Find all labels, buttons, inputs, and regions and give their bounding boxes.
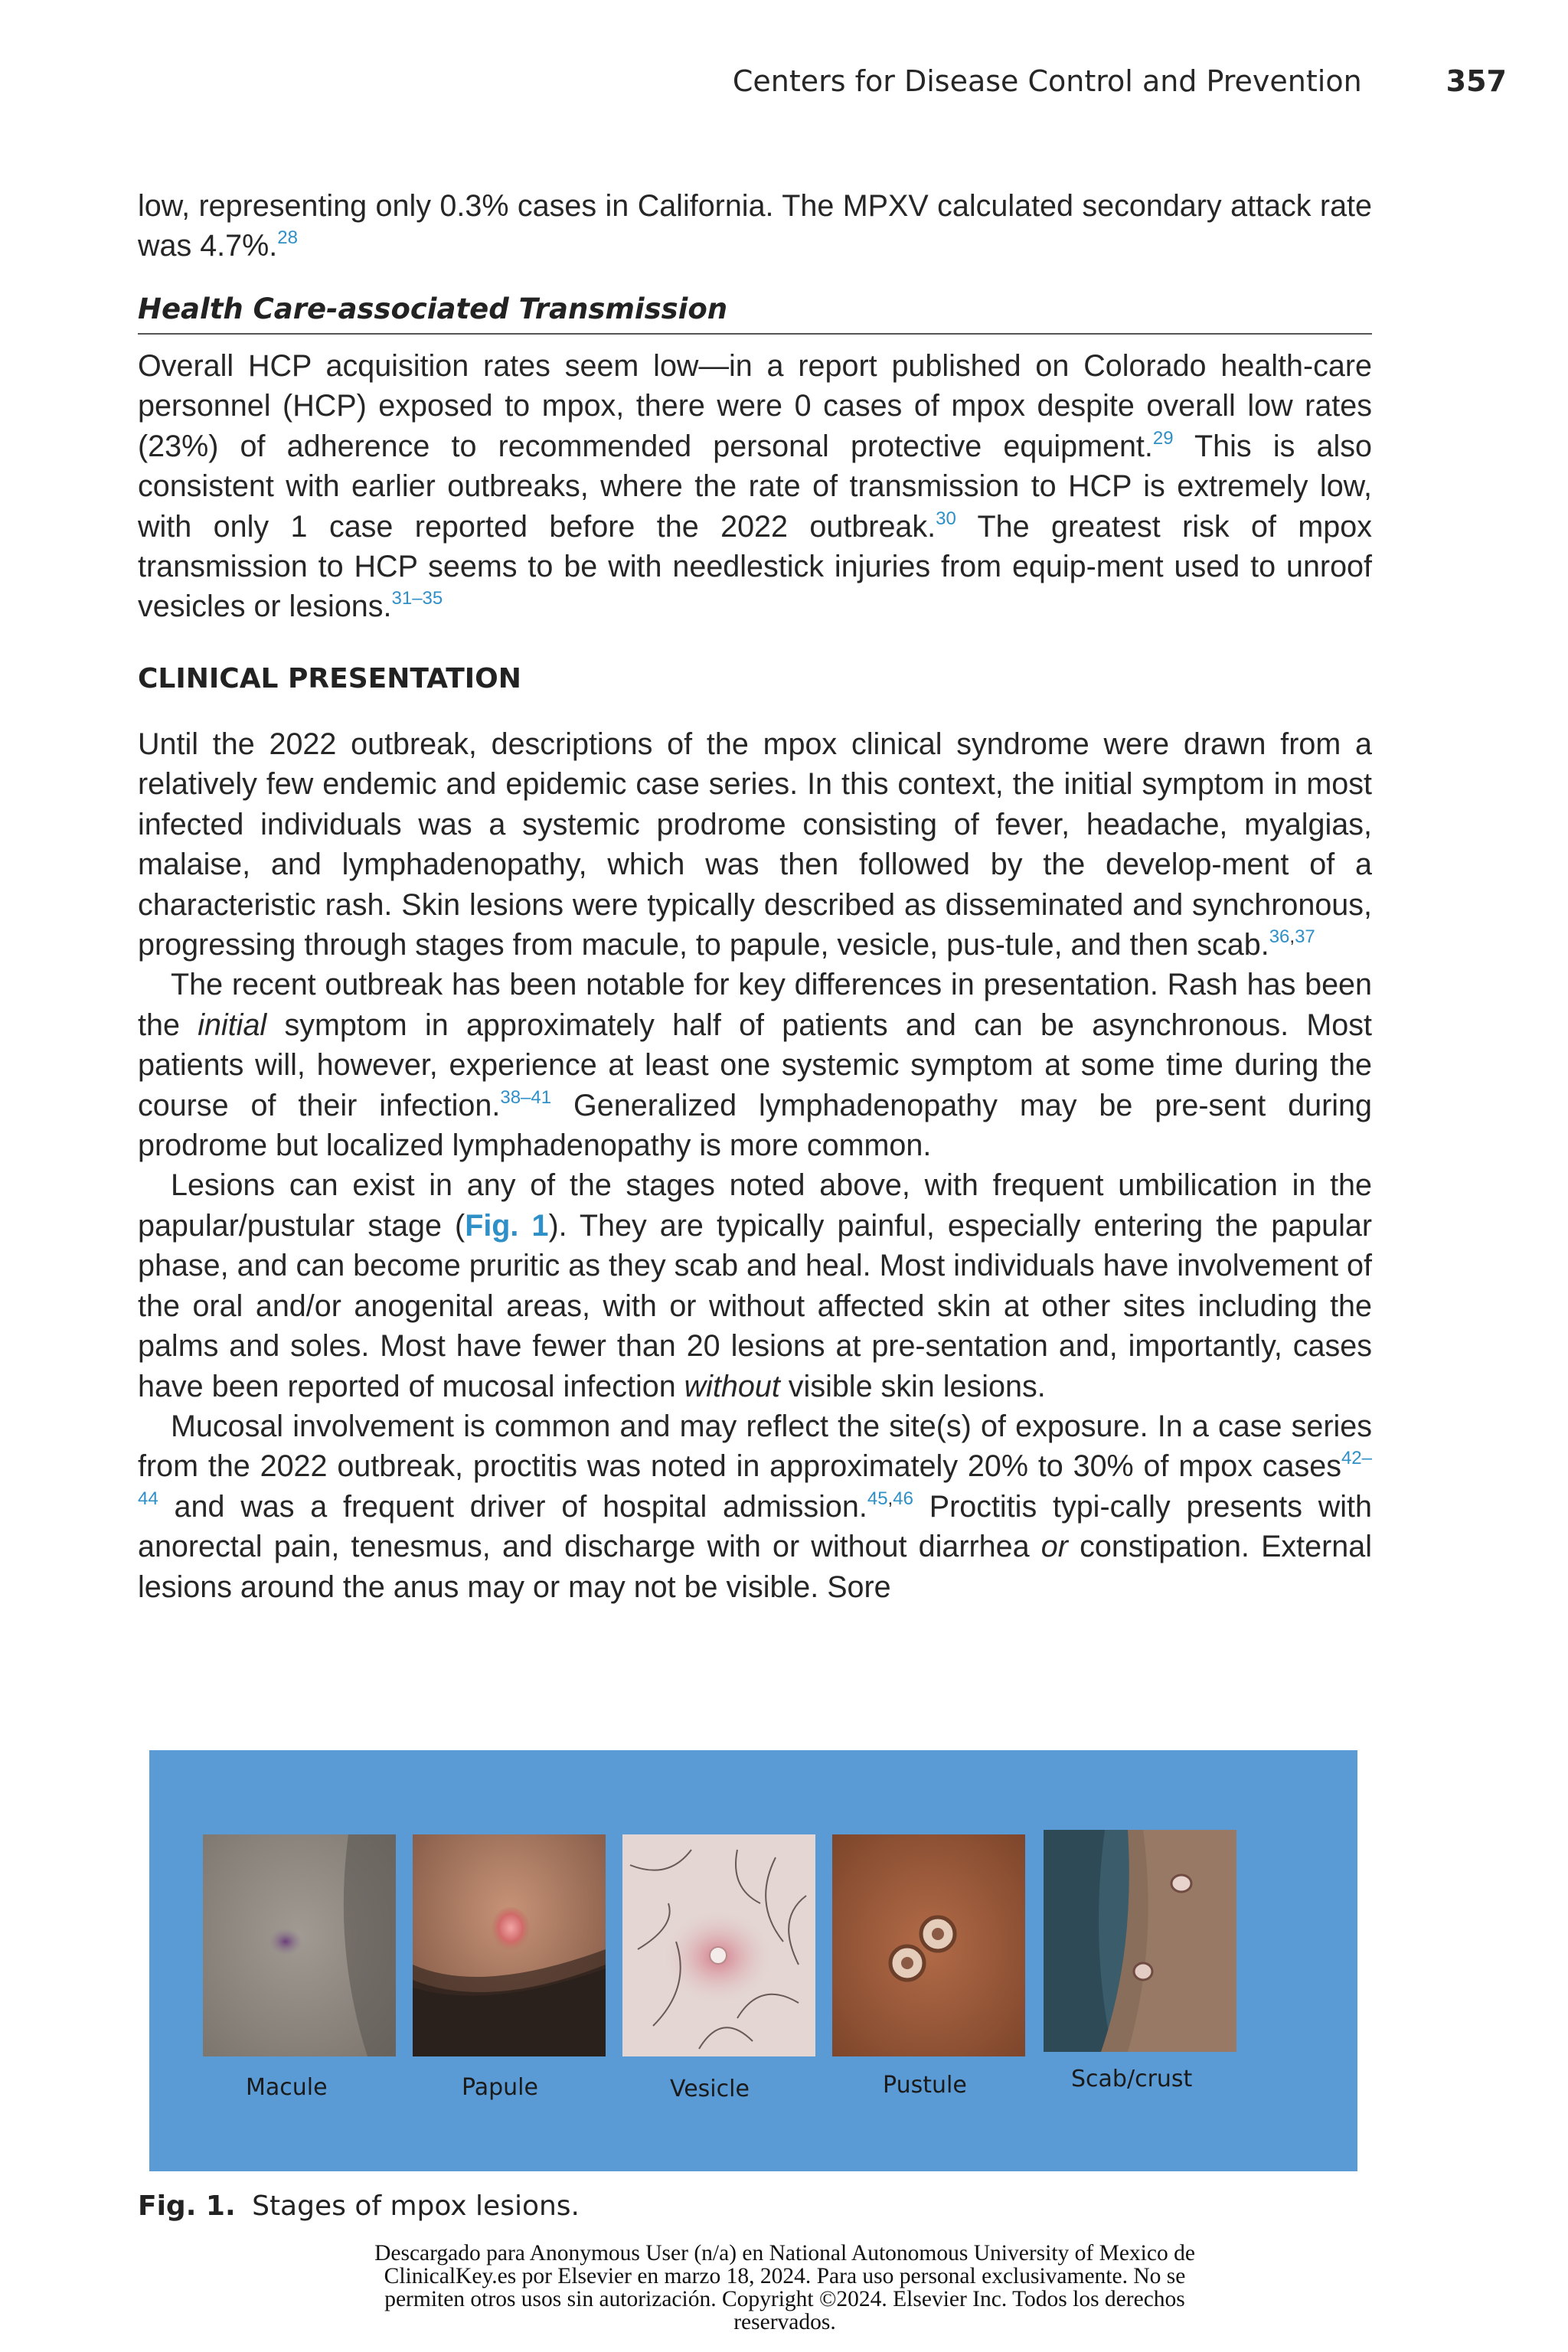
clinical-paragraph-4 [138, 1406, 1372, 1607]
stage-label-macule: Macule [246, 2074, 328, 2101]
p3-text-b: ). They are typically painful, especially entering the papular phase, and can become pruritic as they scab and heal. Most individuals have involvement of the oral and/or anogenital areas, with or without affected skin at other sites including the palms and soles. Most have fewer than 20 lesions at pre-sentation and, importantly, cases have been reported of mucosal infection [138, 1208, 1372, 1403]
caption-text: Stages of mpox lesions. [252, 2190, 580, 2222]
figure-stages-of-lesions [149, 1750, 1357, 2171]
vesicle-photo [622, 1834, 815, 2056]
citation-ref[interactable]: 38–41 [500, 1086, 552, 1108]
figure-link[interactable]: Fig. 1 [465, 1208, 549, 1243]
figure-caption [138, 2190, 580, 2222]
ref-45[interactable]: 45 [867, 1488, 888, 1509]
citation-ref[interactable]: 29 [1152, 427, 1174, 449]
subsection-heading: Health Care-associated Transmission [138, 292, 1372, 335]
citation-ref[interactable]: 30 [936, 508, 956, 529]
footer-line: Descargado para Anonymous User (n/a) en National Autonomous University of Mexico de [374, 2241, 1195, 2265]
footer-line: ClinicalKey.es por Elsevier en marzo 18, 2024. Para uso personal exclusivamente. No se [384, 2264, 1186, 2288]
p3-text-a: Lesions can exist in any of the stages noted above, with frequent umbilication in the papular/pustular stage ( [138, 1168, 1372, 1243]
p2-text-c: Generalized lymphadenopathy may be pre-sent during prodrome but localized lymphadenopathy is more common. [138, 1088, 1372, 1163]
running-title: Centers for Disease Control and Prevention [732, 64, 1362, 98]
citation-ref[interactable]: 28 [277, 227, 298, 249]
p3-text-c: visible skin lesions. [779, 1369, 1046, 1403]
macule-photo [203, 1834, 396, 2056]
citation-ref[interactable] [867, 1488, 913, 1509]
ref-46[interactable]: 46 [893, 1488, 913, 1509]
hc-text-2: This is also consistent with earlier outbreaks, where the rate of transmission to HCP is extremely low, with only 1 case reported before the 2022 outbreak. [138, 429, 1372, 544]
p4-emphasis: or [1040, 1530, 1068, 1564]
intro-text: low, representing only 0.3% cases in California. The MPXV calculated secondary attack rate was 4.7%. [138, 189, 1372, 263]
download-notice [291, 2242, 1279, 2334]
citation-ref[interactable]: 31–35 [391, 588, 443, 609]
clinical-body [138, 724, 1372, 1607]
stage-label-pustule: Pustule [883, 2072, 967, 2099]
p2-text-a: The recent outbreak has been notable for key differences in presentation. Rash has been the [138, 968, 1372, 1042]
clinical-paragraph-2 [138, 965, 1372, 1165]
ref-36[interactable]: 36 [1269, 926, 1290, 948]
hc-text-3: The greatest risk of mpox transmission to HCP seems to be with needlestick injuries from equip-ment used to unroof vesicles or lesions. [138, 509, 1372, 624]
citation-ref[interactable]: 42–44 [138, 1448, 1372, 1509]
p4-text-c: Proctitis typi-cally presents with anorectal pain, tenesmus, and discharge with or without diarrhea [138, 1489, 1372, 1564]
running-header [138, 64, 1507, 98]
pustule-photo [832, 1834, 1025, 2056]
p3-emphasis: without [684, 1369, 780, 1403]
footer-line: reservados. [733, 2310, 836, 2334]
clinical-paragraph-1 [138, 724, 1372, 965]
clinical-paragraph-3 [138, 1165, 1372, 1406]
stage-label-scab: Scab/crust [1071, 2066, 1193, 2092]
figure-label: Fig. 1. [138, 2190, 236, 2222]
citation-ref[interactable] [1269, 926, 1315, 947]
p4-text-b: and was a frequent driver of hospital admission. [158, 1489, 867, 1524]
scab-photo [1044, 1830, 1236, 2052]
p1-text: Until the 2022 outbreak, descriptions of the mpox clinical syndrome were drawn from a relatively few endemic and epidemic case series. In this context, the initial symptom in most infected individuals was a systemic prodrome consisting of fever, headache, myalgias, malaise, and lymphadenopathy, which was then followed by the develop-ment of a characteristic rash. Skin lesions were typically described as disseminated and synchronous, progressing through stages from macule, to papule, vesicle, pus-tule, and then scab. [138, 727, 1372, 962]
stage-label-papule: Papule [462, 2074, 538, 2101]
p2-text-b: symptom in approximately half of patients and can be asynchronous. Most patients will, however, experience at least one systemic symptom at some time during the course of their infection. [138, 1008, 1372, 1122]
hc-text-1: Overall HCP acquisition rates seem low—in a report published on Colorado health-care personnel (HCP) exposed to mpox, there were 0 cases of mpox despite overall low rates (23%) of adherence to recommended personal protective equipment. [138, 349, 1372, 463]
p2-emphasis: initial [198, 1008, 267, 1042]
hc-paragraph [138, 346, 1372, 627]
papule-photo [413, 1834, 606, 2056]
stage-label-vesicle: Vesicle [670, 2076, 750, 2102]
footer-line: permiten otros usos sin autorización. Copyright ©2024. Elsevier Inc. Todos los derechos [384, 2287, 1185, 2311]
page-number: 357 [1446, 64, 1507, 98]
ref-separator: , [1289, 926, 1295, 948]
ref-37[interactable]: 37 [1295, 926, 1315, 948]
p4-text-a: Mucosal involvement is common and may reflect the site(s) of exposure. In a case series from the 2022 outbreak, proctitis was noted in approximately 20% to 30% of mpox cases [138, 1409, 1372, 1484]
intro-paragraph [138, 186, 1372, 266]
section-heading: CLINICAL PRESENTATION [138, 663, 521, 694]
ref-separator: , [887, 1488, 893, 1509]
p4-text-d: constipation. External lesions around the anus may or may not be visible. Sore [138, 1530, 1372, 1604]
